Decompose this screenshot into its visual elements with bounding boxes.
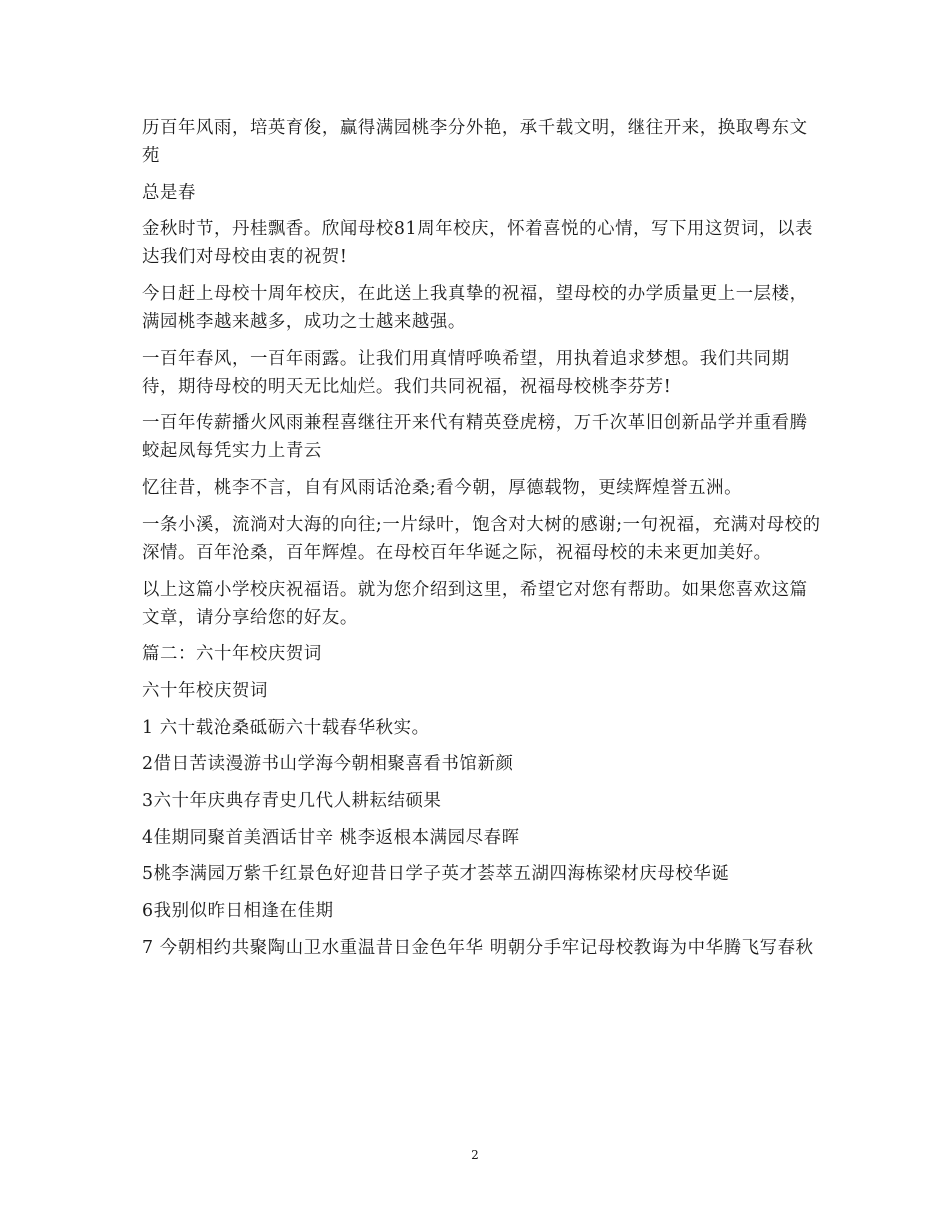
paragraph-7: 忆往昔，桃李不言，自有风雨话沧桑;看今朝，厚德载物，更续辉煌誉五洲。 — [142, 478, 743, 499]
list-item-7: 7 今朝相约共聚陶山卫水重温昔日金色年华 明朝分手牢记母校教诲为中华腾飞写春秋 — [142, 937, 814, 958]
list-item-2: 2借日苦读漫游书山学海今朝相聚喜看书馆新颜 — [142, 754, 514, 775]
list-item-1: 1 六十载沧桑砥砺六十载春华秋实。 — [142, 717, 430, 738]
list-item-3: 3六十年庆典存青史几代人耕耘结硕果 — [142, 790, 442, 811]
paragraph-9: 以上这篇小学校庆祝福语。就为您介绍到这里，希望它对您有帮助。如果您喜欢这篇文章，请分享给您的好友。 — [142, 579, 808, 628]
list-item-4: 4佳期同聚首美酒话甘辛 桃李返根本满园尽春晖 — [142, 827, 520, 848]
page-number: 2 — [471, 1148, 479, 1162]
paragraph-1: 历百年风雨，培英育俊，赢得满园桃李分外艳，承千载文明，继往开来，换取粤东文苑 — [142, 118, 808, 166]
paragraph-5: 一百年春风，一百年雨露。让我们用真情呼唤希望，用执着追求梦想。我们共同期待，期待母校的明天无比灿烂。我们共同祝福，祝福母校桃李芬芳! — [142, 348, 790, 397]
section-heading: 篇二：六十年校庆贺词 — [142, 644, 322, 665]
paragraph-8: 一条小溪，流淌对大海的向往;一片绿叶，饱含对大树的感谢;一句祝福，充满对母校的深情。百年沧桑，百年辉煌。在母校百年华诞之际，祝福母校的未来更加美好。 — [142, 514, 821, 563]
document-body — [142, 114, 822, 970]
paragraph-4: 今日赶上母校十周年校庆，在此送上我真挚的祝福，望母校的办学质量更上一层楼，满园桃李越来越多，成功之士越来越强。 — [142, 284, 808, 333]
section-title: 六十年校庆贺词 — [142, 680, 268, 701]
paragraph-6: 一百年传薪播火风雨兼程喜继往开来代有精英登虎榜，万千次革旧创新品学并重看腾蛟起凤每凭实力上青云 — [142, 413, 808, 462]
paragraph-3: 金秋时节，丹桂飘香。欣闻母校81周年校庆，怀着喜悦的心情，写下用这贺词，以表达我们对母校由衷的祝贺! — [142, 219, 813, 268]
list-item-5: 5桃李满园万紫千红景色好迎昔日学子英才荟萃五湖四海栋梁材庆母校华诞 — [142, 864, 730, 885]
list-item-6: 6我别似昨日相逢在佳期 — [142, 901, 334, 921]
paragraph-2: 总是春 — [142, 182, 196, 203]
